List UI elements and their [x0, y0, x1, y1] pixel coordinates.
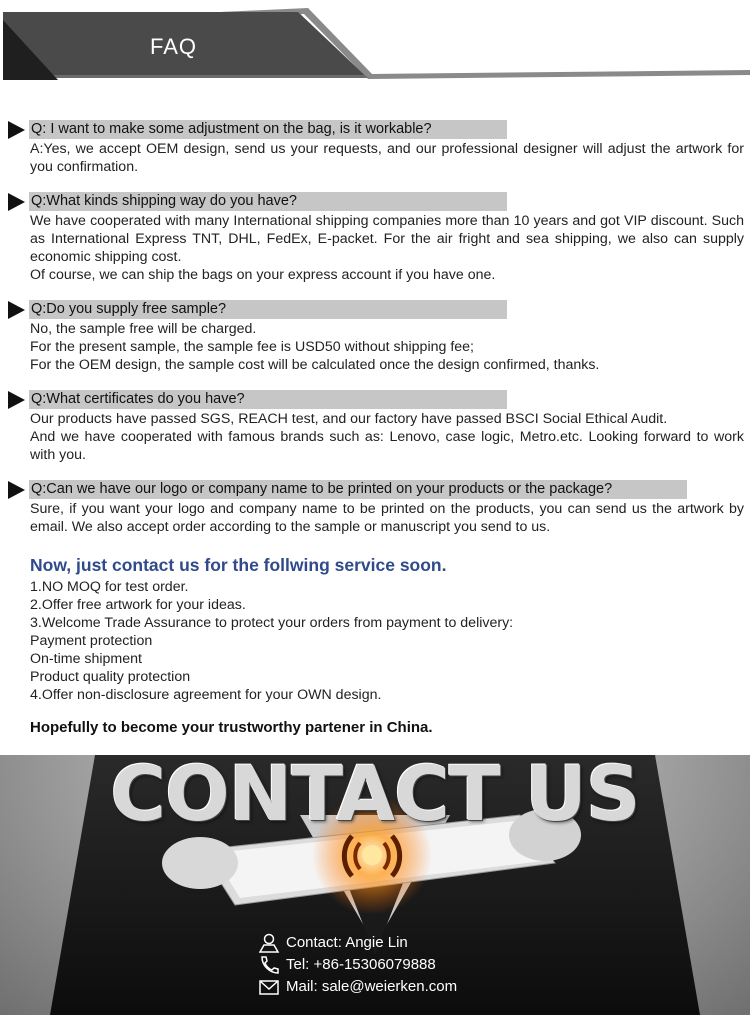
contact-person-text: Contact: Angie Lin	[286, 934, 408, 952]
faq-answer-line: For the OEM design, the sample cost will be calculated once the design confirmed, thanks.	[30, 357, 600, 373]
faq-item	[8, 120, 744, 176]
contact-email-text: Mail: sale@weierken.com	[286, 978, 458, 996]
faq-answer-line: Sure, if you want your logo and company name to be printed on the products, you can send us the artwork by email. We also accept order according to the sample or manuscript you send to us.	[30, 501, 744, 535]
faq-answer	[30, 140, 744, 176]
service-heading: Now, just contact us for the follwing service soon.	[30, 555, 447, 575]
faq-answer	[30, 212, 744, 284]
faq-banner	[0, 0, 750, 90]
service-item: 2.Offer free artwork for your ideas.	[30, 597, 246, 613]
service-section	[30, 554, 730, 704]
service-item: Payment protection	[30, 633, 153, 649]
phone-icon	[258, 955, 280, 975]
faq-answer-line: Our products have passed SGS, REACH test, and our factory have passed BSCI Social Ethical Audit.	[30, 411, 668, 427]
faq-question: Q:What kinds shipping way do you have?	[29, 192, 507, 211]
faq-answer	[30, 500, 744, 536]
contact-email	[258, 976, 457, 998]
faq-question: Q: I want to make some adjustment on the bag, is it workable?	[29, 120, 507, 139]
service-item: 1.NO MOQ for test order.	[30, 579, 189, 595]
contact-person	[258, 932, 408, 954]
service-item: On-time shipment	[30, 651, 142, 667]
faq-answer	[30, 320, 744, 374]
faq-question: Q:What certificates do you have?	[29, 390, 507, 409]
triangle-arrow-icon	[8, 391, 25, 409]
triangle-arrow-icon	[8, 193, 25, 211]
faq-answer-line: No, the sample free will be charged.	[30, 321, 257, 337]
service-item: 4.Offer non-disclosure agreement for your OWN design.	[30, 687, 382, 703]
faq-item	[8, 192, 744, 284]
faq-answer	[30, 410, 744, 464]
faq-answer-line: And we have cooperated with famous brands such as: Lenovo, case logic, Metro.etc. Looking forward to work with you.	[30, 429, 744, 463]
faq-question: Q:Do you supply free sample?	[29, 300, 507, 319]
triangle-arrow-icon	[8, 121, 25, 139]
service-item: 3.Welcome Trade Assurance to protect your orders from payment to delivery:	[30, 615, 514, 631]
faq-item	[8, 390, 744, 464]
faq-item	[8, 300, 744, 374]
service-item: Product quality protection	[30, 669, 191, 685]
faq-question: Q:Can we have our logo or company name to be printed on your products or the package?	[29, 480, 687, 499]
contact-title: CONTACT US	[110, 755, 640, 838]
person-icon	[258, 933, 280, 953]
faq-answer-line: Of course, we can ship the bags on your express account if you have one.	[30, 267, 496, 283]
contact-phone-text: Tel: +86-15306079888	[286, 956, 436, 974]
faq-answer-line: A:Yes, we accept OEM design, send us your requests, and our professional designer will adjust the artwork for you confirmation.	[30, 141, 744, 175]
faq-answer-line: We have cooperated with many International shipping companies more than 10 years and got VIP discount. Such as International Express TNT, DHL, FedEx, E-packet. For the air fright and sea shipping, we also can supply economic shipping cost.	[30, 213, 744, 265]
contact-banner	[0, 755, 750, 1015]
contact-phone	[258, 954, 436, 976]
triangle-arrow-icon	[8, 481, 25, 499]
closing-statement: Hopefully to become your trustworthy partener in China.	[30, 719, 433, 736]
faq-answer-line: For the present sample, the sample fee is USD50 without shipping fee;	[30, 339, 474, 355]
mail-icon	[258, 977, 280, 997]
faq-title: FAQ	[150, 34, 198, 59]
triangle-arrow-icon	[8, 301, 25, 319]
faq-item	[8, 480, 744, 536]
signal-icon	[332, 821, 412, 891]
